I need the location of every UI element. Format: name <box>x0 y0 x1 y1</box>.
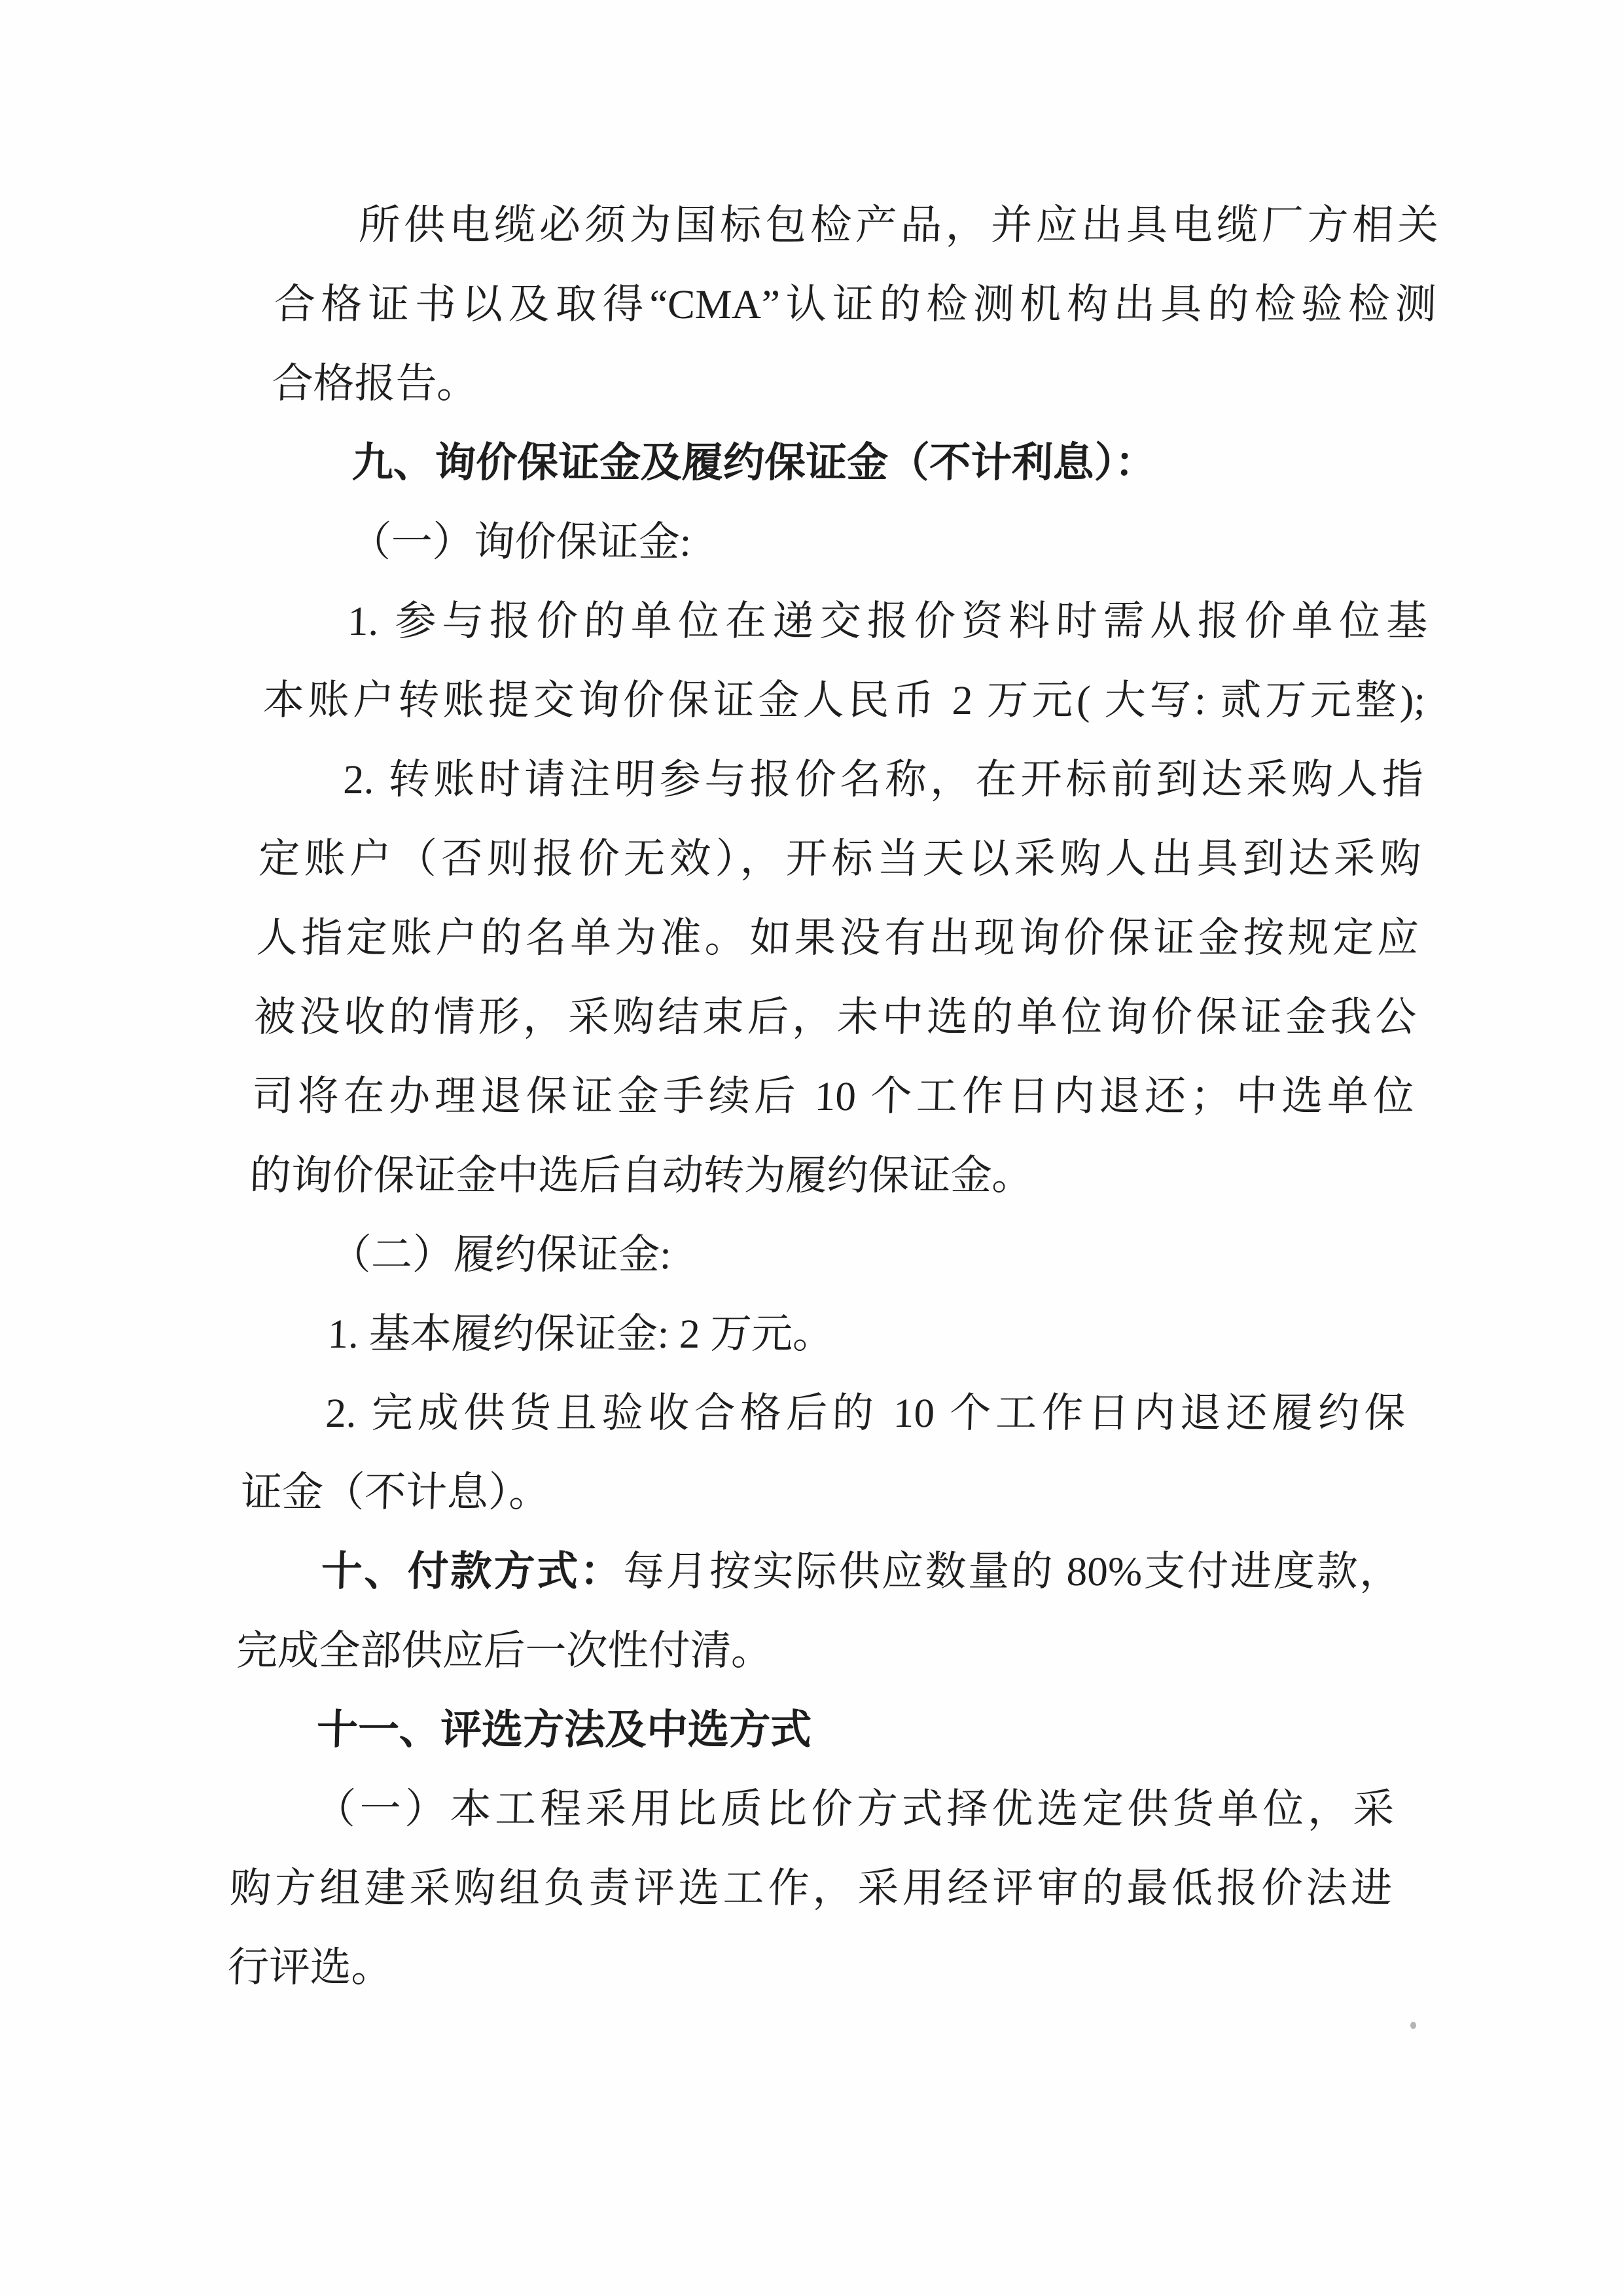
paragraph-cable-requirement-line-3: 合格报告。 <box>271 361 479 406</box>
section-11-heading: 十一、评选方法及中选方式 <box>315 1707 812 1753</box>
item-9-1-2-line-6: 的询价保证金中选后自动转为履约保证金。 <box>249 1153 1034 1198</box>
item-9-2-2-line-2: 证金（不计息）。 <box>240 1469 551 1515</box>
item-11-1-line-3: 行评选。 <box>226 1945 393 1990</box>
item-9-1-1-line-2: 本账户转账提交询价保证金人民币 2 万元( 大写: 贰万元整); <box>262 677 1426 723</box>
section-10-payment-line-1 <box>238 1532 1402 1611</box>
paragraph-cable-requirement-line-2: 合格证书以及取得“CMA”认证的检测机构出具的检验检测 <box>273 281 1437 327</box>
item-9-1-1-line-1: 1. 参与报价的单位在递交报价资料时需从报价单位基 <box>347 598 1429 644</box>
item-11-1-line-2: 购方组建采购组负责评选工作，采用经评审的最低报价法进 <box>229 1865 1393 1911</box>
item-9-2-1: 1. 基本履约保证金: 2 万元。 <box>327 1311 835 1357</box>
document-text-block <box>226 186 1440 2007</box>
section-10-heading: 十、付款方式： <box>320 1549 624 1594</box>
section-9-heading: 九、询价保证金及履约保证金（不计利息）： <box>351 440 1157 486</box>
subsection-9-1-title: （一）询价保证金: <box>349 519 692 565</box>
item-9-2-2-line-1: 2. 完成供货且验收合格后的 10 个工作日内退还履约保 <box>325 1390 1406 1436</box>
item-9-1-2-line-2: 定账户（否则报价无效），开标当天以采购人出具到达采购 <box>258 836 1422 882</box>
subsection-9-2-title: （二）履约保证金: <box>329 1232 672 1278</box>
scan-artifact-speck <box>1410 2022 1416 2029</box>
item-9-1-2-line-3: 人指定账户的名单为准。如果没有出现询价保证金按规定应 <box>255 915 1419 961</box>
item-9-1-2-line-5: 司将在办理退保证金手续后 10 个工作日内退还；中选单位 <box>251 1073 1415 1119</box>
section-10-payment-text: 每月按实际供应数量的 80%支付进度款， <box>622 1549 1402 1594</box>
item-11-1-line-1: （一）本工程采用比质比价方式择优选定供货单位，采 <box>313 1786 1395 1832</box>
item-9-1-2-line-4: 被没收的情形，采购结束后，未中选的单位询价保证金我公 <box>253 994 1418 1040</box>
paragraph-cable-requirement-line-1: 所供电缆必须为国标包检产品，并应出具电缆厂方相关 <box>358 202 1440 248</box>
section-10-payment-line-2: 完成全部供应后一次性付清。 <box>236 1628 774 1674</box>
item-9-1-2-line-1: 2. 转账时请注明参与报价名称，在开标前到达采购人指 <box>342 757 1424 802</box>
